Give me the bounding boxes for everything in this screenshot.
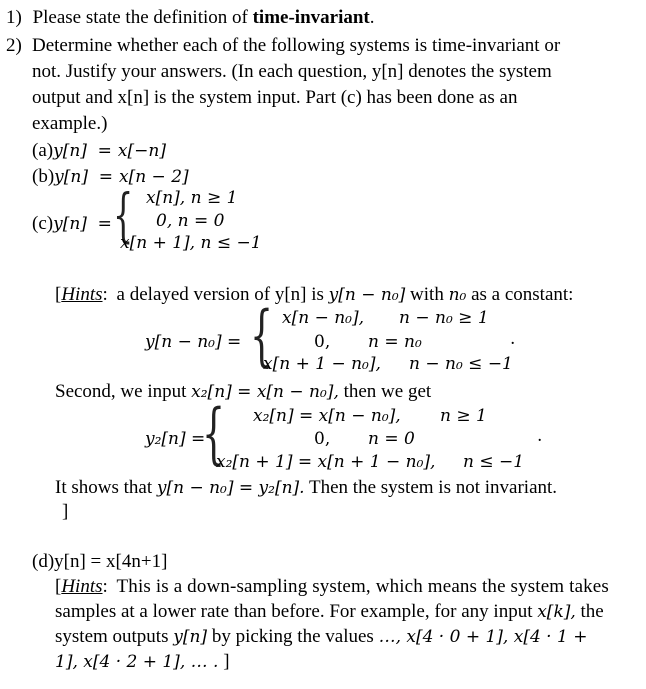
hints-c-conclusion-post: Then the system is not invariant. — [309, 477, 558, 498]
part-d-hint-line-1 — [55, 577, 609, 596]
part-d-label: (d) — [32, 551, 55, 572]
part-a-equals: = — [97, 141, 112, 161]
part-d-hint-text-3-mid: by picking the values — [211, 626, 374, 647]
part-c-brace: { — [113, 181, 134, 249]
hints-c-eq2-case-2: 0, — [314, 429, 331, 449]
part-d-equation: y[n] = x[4n+1] — [54, 551, 168, 572]
hints-c-label: Hints — [61, 284, 103, 305]
hints-c-eq1-dot: . — [510, 329, 516, 349]
part-d — [32, 552, 167, 571]
part-a-rhs: x[−n] — [117, 141, 166, 161]
part-d-hint-line-2 — [55, 602, 604, 621]
part-a-label: (a) — [32, 140, 54, 161]
part-c-lhs — [32, 214, 112, 233]
part-c-case-1: x[n], n ≥ 1 — [146, 188, 238, 208]
hints-c-eq2-case-1-cond: n ≥ 1 — [440, 406, 487, 426]
hints-c-eq2-case-1: x₂[n] = x[n − n₀], — [253, 406, 401, 426]
part-d-hint-text-1: This is a down-sampling system, which means the system takes — [116, 576, 609, 597]
part-b — [32, 167, 189, 186]
hints-c-second-end: then we get — [343, 381, 432, 402]
question-2-line-1: Determine whether each of the following systems is time-invariant or — [32, 35, 561, 56]
hints-c-intro-end: as a constant: — [471, 284, 574, 305]
hints-c-colon: : — [102, 284, 108, 305]
part-d-hints-label: Hints — [61, 576, 103, 597]
hints-c-intro-with: with — [410, 284, 444, 305]
part-c-label: (c) — [32, 213, 54, 234]
part-d-hint-math-2: x[k], — [537, 602, 576, 622]
question-1-text: Please state the definition of — [32, 7, 248, 28]
part-d-hint-line-4 — [55, 652, 230, 671]
hints-c-eq1-case-2: 0, — [314, 332, 331, 352]
part-d-hint-text-2: samples at a lower rate than before. For example, for any input — [55, 601, 533, 622]
part-d-hint-math-4: 1], x[4 · 2 + 1], … . — [55, 652, 219, 672]
hints-c-intro-text: a delayed version of y[n] is — [116, 284, 324, 305]
hints-c-eq1-case-1: x[n − n₀], — [282, 308, 365, 328]
hints-c-open-bracket: [ — [55, 284, 62, 305]
part-b-label: (b) — [32, 166, 55, 187]
hints-c-close-bracket: ] — [62, 501, 69, 522]
hints-c-intro-n0: n₀ — [448, 285, 467, 305]
hints-c-second — [55, 382, 431, 401]
part-a-lhs: y[n] — [53, 141, 87, 161]
question-2-line-2: not. Justify your answers. (In each question, y[n] denotes the system — [32, 61, 552, 82]
part-c-equals: = — [97, 214, 112, 234]
part-b-lhs: y[n] — [54, 167, 88, 187]
part-b-rhs: x[n − 2] — [118, 167, 189, 187]
hints-c-second-math: x₂[n] = x[n − n₀], — [191, 382, 339, 402]
part-d-hints-colon: : — [102, 576, 108, 597]
part-a — [32, 141, 166, 160]
hints-c-eq2-lhs: y₂[n] = — [145, 429, 206, 449]
question-1-period: . — [369, 7, 375, 28]
hints-c-eq1-case-2-cond: n = n₀ — [368, 332, 422, 352]
hints-c-eq2-brace: { — [202, 395, 226, 472]
part-d-hint-math-3b: …, x[4 · 0 + 1], x[4 · 1 + — [378, 627, 588, 647]
hints-c-eq2-case-3-cond: n ≤ −1 — [463, 452, 525, 472]
hints-c-intro-math: y[n − n₀] — [328, 285, 406, 305]
part-c-case-3: x[n + 1], n ≤ −1 — [120, 233, 262, 253]
question-2-line-3: output and x[n] is the system input. Part (c) has been done as an — [32, 87, 518, 108]
question-1 — [6, 8, 375, 27]
hints-c-eq2-case-2-cond: n = 0 — [368, 429, 415, 449]
question-2-number: 2) — [6, 35, 22, 56]
hints-c-eq2-case-3: x₂[n + 1] = x[n + 1 − n₀], — [216, 452, 436, 472]
hints-c-intro — [55, 285, 573, 304]
part-c-case-2: 0, n = 0 — [156, 211, 225, 231]
hints-c-eq1-case-3: x[n + 1 − n₀], — [263, 354, 381, 374]
question-1-number: 1) — [6, 7, 22, 28]
part-d-close-bracket: ] — [223, 651, 230, 672]
hints-c-eq1-lhs: y[n − n₀] = — [145, 332, 242, 352]
hints-c-conclusion-math: y[n − n₀] = y₂[n]. — [156, 478, 305, 498]
hints-c-conclusion-pre: It shows that — [55, 477, 153, 498]
question-2-line-4: example.) — [32, 113, 108, 134]
part-d-hint-line-3 — [55, 627, 587, 646]
hints-c-second-text: Second, we input — [55, 381, 187, 402]
part-d-hint-math-3a: y[n] — [173, 627, 208, 647]
part-d-open-bracket: [ — [55, 576, 62, 597]
part-d-hint-text-3: system outputs — [55, 626, 169, 647]
question-1-term: time-invariant — [252, 7, 370, 28]
hints-c-eq1-brace: { — [250, 297, 274, 374]
part-b-equals: = — [98, 167, 113, 187]
hints-c-eq2-dot: . — [537, 426, 543, 446]
part-c-lhs-expr: y[n] — [53, 214, 87, 234]
hints-c-eq1-case-3-cond: n − n₀ ≤ −1 — [409, 354, 513, 374]
hints-c-eq1-case-1-cond: n − n₀ ≥ 1 — [399, 308, 489, 328]
part-d-hint-text-2-end: the — [580, 601, 604, 622]
hints-c-conclusion — [55, 478, 557, 497]
